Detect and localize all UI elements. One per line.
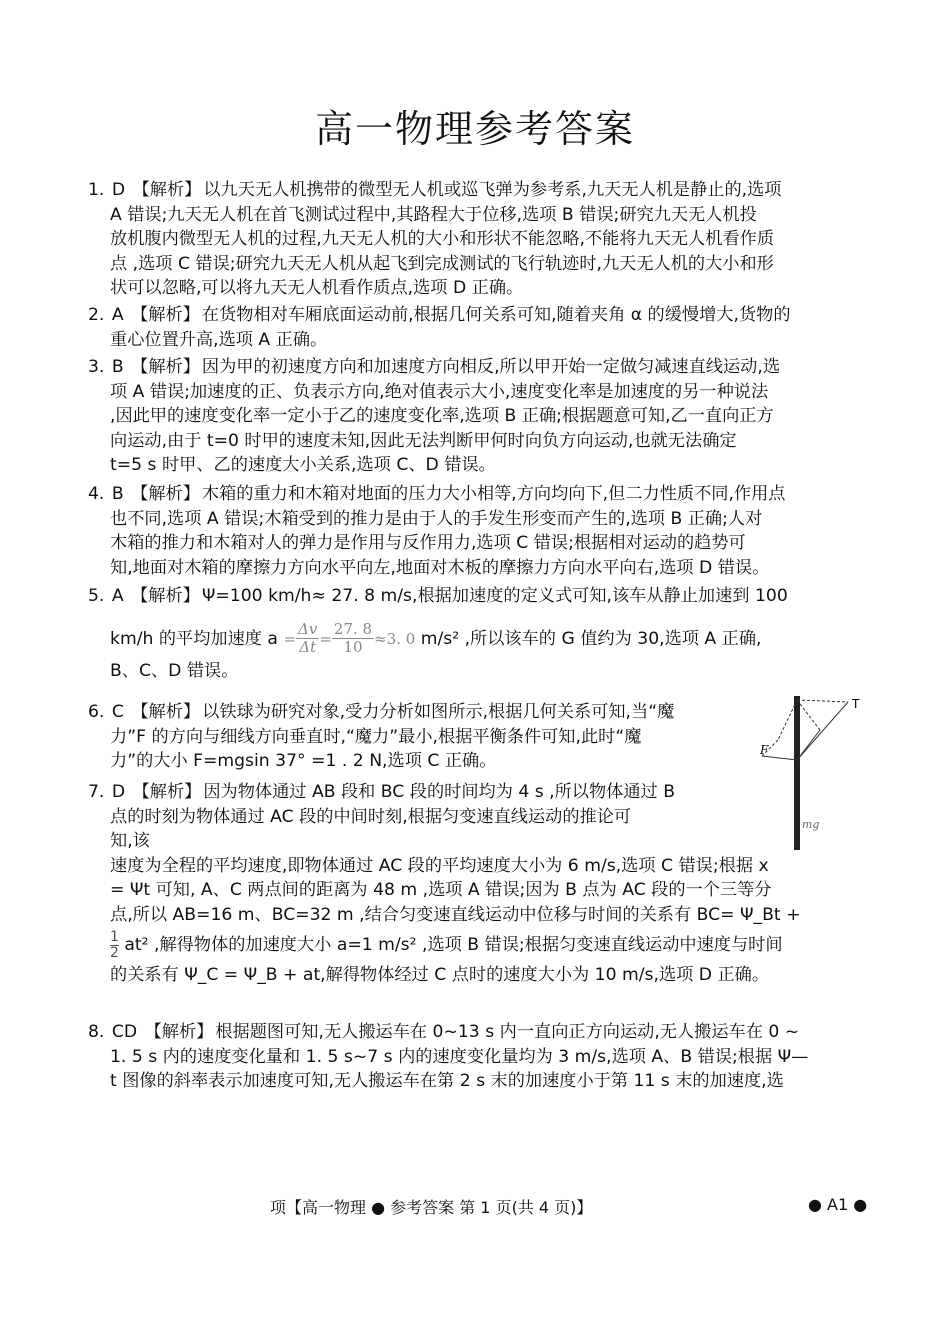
analysis-tag: 【解析】: [131, 357, 200, 377]
approx-value: ≈3. 0: [374, 629, 416, 648]
tension-arrow: [797, 702, 848, 760]
answer-number: 8.: [88, 1022, 105, 1042]
answer-7: [88, 780, 868, 988]
value-fraction: $\frac{27. 8}{10}$: [333, 620, 373, 656]
answer-line: 1. 5 s 内的速度变化量和 1. 5 s~7 s 内的速度变化量均为 3 m/s,选项 A、B 错误;根据 Ψ—: [110, 1046, 809, 1067]
answer-line: 项 A 错误;加速度的正、负表示方向,绝对值表示大小,速度变化率是加速度的另一种说法: [110, 381, 769, 402]
answer-line: = Ψt 可知, A、C 两点间的距离为 48 m ,选项 A 错误;因为 B 点为 AC 段的一个三等分: [110, 880, 772, 900]
footer-code: ● A1 ●: [808, 1195, 868, 1214]
answer-choice: D: [111, 180, 126, 200]
answer-choice: D: [111, 782, 126, 802]
answer-line: 因为甲的初速度方向和加速度方向相反,所以甲开始一定做匀减速直线运动,选: [201, 357, 781, 377]
answer-line: t 图像的斜率表示加速度可知,无人搬运车在第 2 s 末的加速度小于第 11 s 末的加速度,选: [110, 1071, 784, 1091]
answer-6: [88, 700, 748, 774]
analysis-tag: 【解析】: [131, 586, 200, 606]
answer-line: 速度为全程的平均速度,即物体通过 AC 段的平均速度大小为 6 m/s,选项 C 错误;根据 x: [110, 855, 769, 876]
answer-line: 以铁球为研究对象,受力分析如图所示,根据几何关系可知,当“魔: [202, 702, 675, 722]
answer-line: 点 ,选项 C 错误;研究九天无人机从起飞到完成测试的飞行轨迹时,九天无人机的大小和形: [110, 253, 774, 274]
answer-line: 放机腹内微型无人机的过程,九天无人机的大小和形状不能忽略,不能将九天无人机看作质: [110, 229, 775, 249]
analysis-tag: 【解析】: [131, 305, 200, 325]
answer-choice: C: [111, 702, 124, 722]
answer-line: 力”的大小 F=mgsin 37° =1 . 2 N,选项 C 正确。: [110, 751, 497, 771]
answer-number: 1.: [88, 180, 105, 200]
force-line: [797, 700, 820, 730]
answer-line: 重心位置升高,选项 A 正确。: [110, 329, 328, 350]
answer-3: [88, 355, 868, 478]
answer-line: t=5 s 时甲、乙的速度大小关系,选项 C、D 错误。: [110, 455, 496, 475]
analysis-tag: 【解析】: [144, 1022, 214, 1042]
answer-number: 5.: [88, 586, 105, 606]
answer-1: [88, 178, 868, 301]
answer-line: 木箱的推力和木箱对人的弹力是作用与反作用力,选项 C 错误;根据相对运动的趋势可: [110, 533, 746, 553]
answer-line: A 错误;九天无人机在首飞测试过程中,其路程大于位移,选项 B 错误;研究九天无人机投: [110, 204, 757, 225]
answer-line: km/h 的平均加速度 a: [110, 628, 278, 649]
answer-5: 5. A 【解析】 Ψ=100 km/h≈ 27. 8 m/s,根据加速度的定义式可知,该车从静止加速到 100 km/h 的平均加速度 a = $\frac{\Delta v}{\Delta t}$ = $\frac{27. 8}{10}$ ≈3. 0 m/s² ,所以该车的 G 值约为 30,选项 A 正确, B、C、D 错误。: [88, 584, 868, 683]
answer-number: 3.: [88, 357, 105, 377]
analysis-tag: 【解析】: [132, 782, 202, 802]
answer-line: 力”F 的方向与细线方向垂直时,“魔力”最小,根据平衡条件可知,此时“魔: [110, 726, 642, 747]
resultant-arrow: [797, 730, 820, 760]
answer-line: 知,该: [110, 831, 150, 851]
answer-choice: A: [111, 305, 124, 325]
answer-choice: B: [111, 484, 124, 504]
answer-line: 向运动,由于 t=0 时甲的速度未知,因此无法判断甲何时向负方向运动,也就无法确定: [110, 430, 737, 451]
tension-line: [797, 700, 848, 702]
answer-number: 7.: [88, 782, 105, 802]
answer-choice: CD: [111, 1022, 138, 1042]
answer-2: [88, 303, 868, 352]
answer-line: 知,地面对木箱的摩擦力方向水平向左,地面对木板的摩擦力方向水平向右,选项 D 错误。: [110, 557, 770, 578]
answer-4: [88, 482, 868, 580]
analysis-tag: 【解析】: [132, 180, 202, 200]
answer-choice: A: [111, 586, 124, 606]
label-mg: mg: [802, 818, 820, 831]
delta-fraction: $\frac{\Delta v}{\Delta t}$: [298, 620, 318, 656]
analysis-tag: 【解析】: [131, 702, 201, 722]
answer-number: 6.: [88, 702, 105, 722]
footer-page-info: 项【高一物理 ● 参考答案 第 1 页(共 4 页)】: [270, 1198, 593, 1217]
answer-line: 木箱的重力和木箱对地面的压力大小相等,方向均向下,但二力性质不同,作用点: [201, 484, 786, 504]
label-t: T: [852, 697, 860, 711]
answer-choice: B: [111, 357, 124, 377]
answer-number: 2.: [88, 305, 105, 325]
answer-line: at² ,解得物体的加速度大小 a=1 m/s² ,选项 B 错误;根据匀变速直线运动中速度与时间: [124, 935, 783, 955]
answer-line: 也不同,选项 A 错误;木箱受到的推力是由于人的手发生形变而产生的,选项 B 正确;人对: [110, 508, 763, 529]
answer-number: 4.: [88, 484, 105, 504]
answer-line: 以九天无人机携带的微型无人机或巡飞弹为参考系,九天无人机是静止的,选项: [203, 180, 782, 200]
answer-line: 点的时刻为物体通过 AC 段的中间时刻,根据匀变速直线运动的推论可: [110, 806, 632, 827]
answer-line: ,因此甲的速度变化率一定小于乙的速度变化率,选项 B 正确;根据题意可知,乙一直向正方: [110, 406, 774, 426]
answer-line: 的关系有 Ψ_C = Ψ_B + at,解得物体经过 C 点时的速度大小为 10 m/s,选项 D 正确。: [110, 965, 770, 985]
answer-line: 因为物体通过 AB 段和 BC 段的时间均为 4 s ,所以物体通过 B: [203, 782, 676, 802]
label-f: F: [760, 743, 769, 757]
answer-line: 状可以忽略,可以将九天无人机看作质点,选项 D 正确。: [110, 278, 524, 298]
answer-line: 根据题图可知,无人搬运车在 0~13 s 内一直向正方向运动,无人搬运车在 0 ~: [215, 1022, 800, 1042]
answer-line: m/s² ,所以该车的 G 值约为 30,选项 A 正确,: [420, 628, 762, 649]
answer-line: Ψ=100 km/h≈ 27. 8 m/s,根据加速度的定义式可知,该车从静止加速到 100: [201, 586, 788, 606]
answer-line: 在货物相对车厢底面运动前,根据几何关系可知,随着夹角 α 的缓慢增大,货物的: [201, 305, 791, 325]
answer-line: B、C、D 错误。: [110, 660, 239, 681]
answer-line: 点,所以 AB=16 m、BC=32 m ,结合匀变速直线运动中位移与时间的关系有 BC= Ψ_Bt +: [110, 904, 801, 925]
analysis-tag: 【解析】: [131, 484, 200, 504]
answer-8: [88, 1020, 868, 1094]
page-title: 高一物理参考答案: [314, 107, 635, 151]
half-fraction: $\frac{1}{2}$: [110, 928, 119, 961]
